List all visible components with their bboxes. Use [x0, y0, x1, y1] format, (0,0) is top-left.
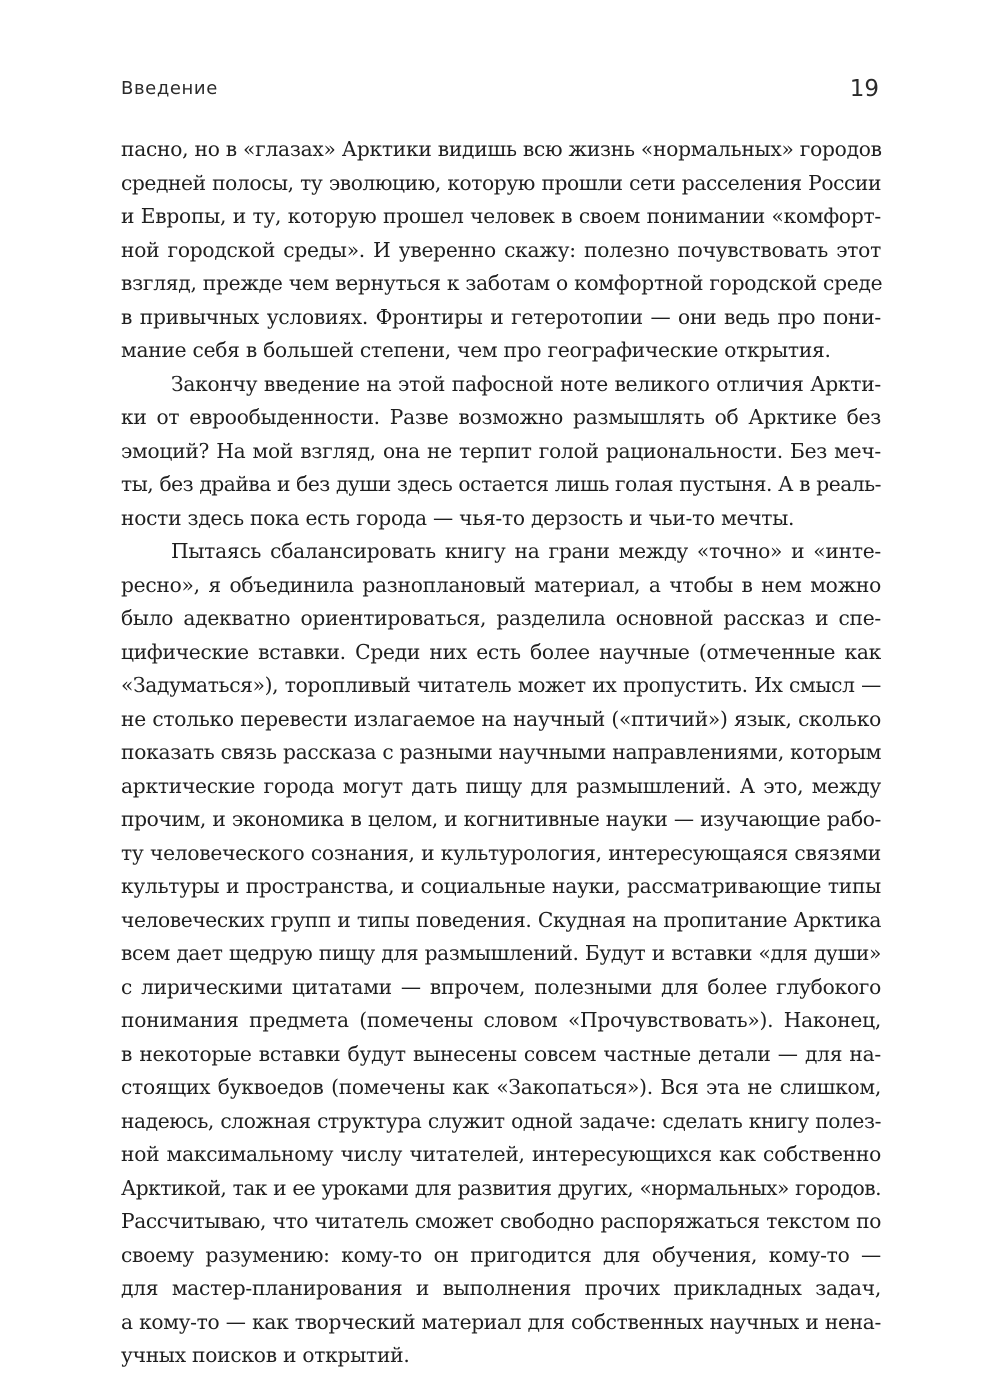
text-line: стоящих буквоедов (помечены как «Закопаться»). Вся эта не слишком,: [121, 1075, 881, 1099]
text-line: ресно», я объединила разноплановый материал, а чтобы в нем можно: [121, 572, 881, 597]
text-line: эмоций? На мой взгляд, она не терпит голой рациональности. Без меч-: [121, 438, 881, 463]
text-line: было адекватно ориентироваться, разделила основной рассказ и спе-: [121, 606, 881, 630]
paragraph-1: [121, 133, 881, 368]
text-line: Закончу введение на этой пафосной ноте великого отличия Аркти-: [171, 371, 881, 396]
text-line: ту человеческого сознания, и культурология, интересующаяся связями: [121, 840, 881, 865]
text-line: прочим, и экономика в целом, и когнитивные науки — изучающие рабо-: [121, 807, 881, 831]
text-line: средней полосы, ту эволюцию, которую прошли сети расселения России: [121, 170, 881, 195]
text-line: ты, без драйва и без души здесь остается лишь голая пустыня. А в реаль-: [121, 472, 881, 496]
text-line: взгляд, прежде чем вернуться к заботам о комфортной городской среде: [121, 271, 883, 295]
paragraph-3: [121, 535, 881, 1373]
text-line: ной городской среды». И уверенно скажу: полезно почувствовать этот: [121, 237, 881, 262]
text-line: ной максимальному числу читателей, интересующихся как собственно: [121, 1142, 881, 1166]
body-text: [121, 133, 881, 1373]
page-number: 19: [849, 76, 879, 102]
text-line: в некоторые вставки будут вынесены совсем частные детали — для на-: [121, 1041, 881, 1066]
text-line: понимания предмета (помечены словом «Прочувствовать»). Наконец,: [121, 1008, 881, 1032]
text-line: мание себя в большей степени, чем про географические открытия.: [121, 338, 831, 362]
section-title: Введение: [121, 78, 218, 99]
text-line: человеческих групп и типы поведения. Скудная на пропитание Арктика: [121, 907, 881, 932]
text-line: арктические города могут дать пищу для размышлений. А это, между: [121, 773, 881, 798]
text-line: культуры и пространства, и социальные науки, рассматривающие типы: [121, 874, 881, 898]
text-line: показать связь рассказа с разными научными направлениями, которым: [121, 740, 882, 764]
text-line: учных поисков и открытий.: [121, 1343, 410, 1367]
text-line: своему разумению: кому-то он пригодится для обучения, кому-то —: [121, 1242, 881, 1267]
text-line: с лирическими цитатами — впрочем, полезными для более глубокого: [121, 974, 881, 999]
text-line: и Европы, и ту, которую прошел человек в своем понимании «комфорт-: [121, 204, 881, 228]
text-line: ки от еврообыденности. Разве возможно размышлять об Арктике без: [121, 405, 881, 429]
text-line: Пытаясь сбалансировать книгу на грани между «точно» и «инте-: [171, 539, 881, 563]
text-line: пасно, но в «глазах» Арктики видишь всю жизнь «нормальных» городов: [121, 137, 882, 161]
text-line: в привычных условиях. Фронтиры и гетеротопии — они ведь про пони-: [121, 304, 881, 329]
text-line: «Задуматься»), торопливый читатель может их пропустить. Их смысл —: [121, 673, 881, 697]
paragraph-2: [121, 368, 881, 536]
text-line: не столько перевести излагаемое на научный («птичий») язык, сколько: [121, 706, 881, 731]
text-line: для мастер-планирования и выполнения прочих прикладных задач,: [121, 1276, 881, 1300]
text-line: всем дает щедрую пищу для размышлений. Будут и вставки «для души»: [121, 941, 881, 965]
text-line: цифические вставки. Среди них есть более научные (отмеченные как: [121, 639, 881, 664]
text-line: ности здесь пока есть города — чья-то дерзость и чьи-то мечты.: [121, 505, 795, 530]
text-line: а кому-то — как творческий материал для собственных научных и нена-: [121, 1309, 881, 1334]
running-head: [121, 76, 881, 106]
text-line: надеюсь, сложная структура служит одной задаче: сделать книгу полез-: [121, 1108, 881, 1133]
text-line: Рассчитываю, что читатель сможет свободно распоряжаться текстом по: [121, 1209, 881, 1233]
text-line: Арктикой, так и ее уроками для развития других, «нормальных» городов.: [121, 1175, 881, 1200]
